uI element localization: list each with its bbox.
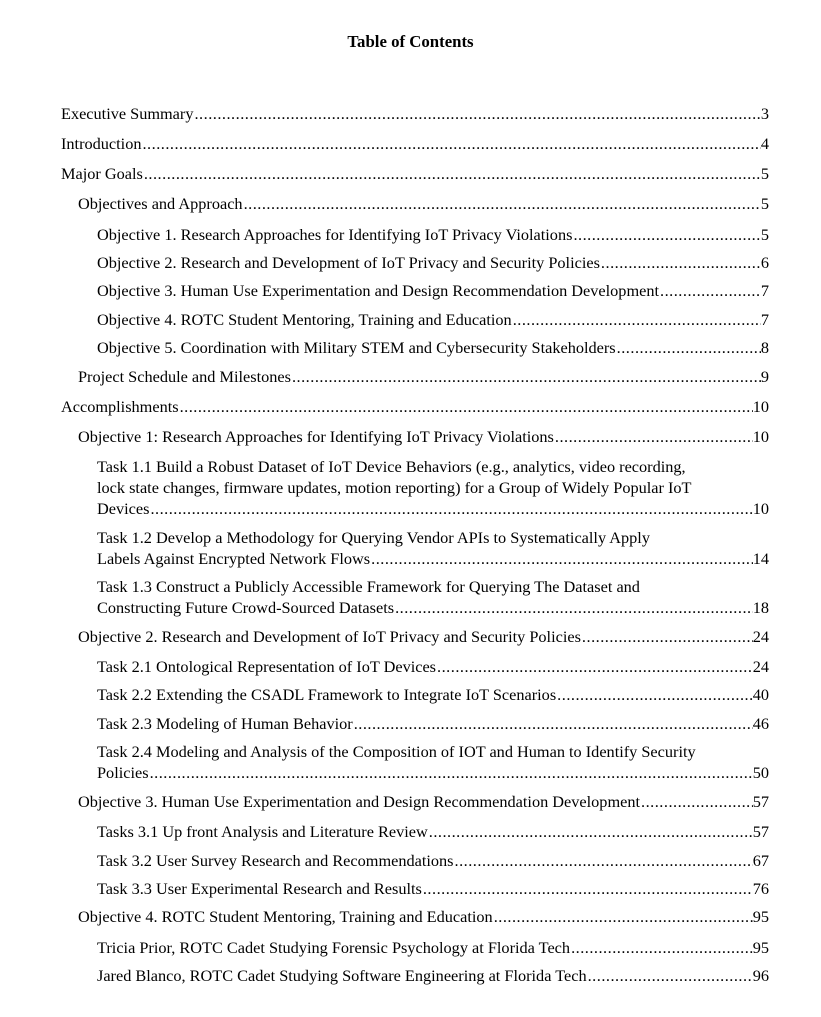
toc-page-number: 7 [760,281,769,300]
toc-page-number: 67 [752,851,769,870]
toc-entry[interactable] [78,427,769,448]
toc-page-number: 5 [760,164,769,183]
toc-entry-title: Objective 1: Research Approaches for Identifying IoT Privacy Violations [78,427,554,446]
toc-page-number: 7 [760,310,769,329]
toc-entry[interactable] [78,792,769,813]
toc-entry-title: Task 2.4 Modeling and Analysis of the Composition of IOT and Human to Identify Security [97,742,696,761]
toc-entry-title: Major Goals [61,164,143,183]
toc-entry[interactable] [97,938,769,959]
toc-entry-title: Task 2.2 Extending the CSADL Framework to Integrate IoT Scenarios [97,685,557,704]
toc-entry[interactable] [97,225,769,246]
dot-leader [512,310,761,330]
toc-entry[interactable] [97,851,769,872]
toc-entry-title: Task 2.1 Ontological Representation of IoT Devices [97,657,437,676]
dot-leader [394,598,753,618]
dot-leader [243,194,761,214]
toc-entry-title: Objective 3. Human Use Experimentation and Design Recommendation Development [78,792,641,811]
toc-page-number: 40 [752,685,769,704]
toc-entry[interactable] [78,194,769,215]
toc-page-number: 96 [752,966,769,985]
toc-entry[interactable] [61,164,769,185]
dot-leader [587,966,753,986]
toc-page-number: 3 [760,104,769,123]
toc-entry[interactable] [97,528,769,570]
toc-page-number: 9 [760,367,769,386]
toc-entry-title: Objective 3. Human Use Experimentation and Design Recommendation Development [97,281,660,300]
toc-entry-title: Labels Against Encrypted Network Flows [97,549,371,568]
toc-entry[interactable] [97,714,769,735]
dot-leader [454,851,753,871]
dot-leader [616,338,761,358]
toc-page-number: 10 [752,397,769,416]
toc-entry-title: Task 1.2 Develop a Methodology for Querying Vendor APIs to Systematically Apply [97,528,650,547]
toc-page-number: 10 [752,499,769,518]
dot-leader [143,164,761,184]
toc-entry[interactable] [97,253,769,274]
toc-page-number: 8 [760,338,769,357]
dot-leader [422,879,753,899]
dot-leader [141,134,760,154]
toc-entry-title: Project Schedule and Milestones [78,367,291,386]
toc-page-number: 24 [752,657,769,676]
dot-leader [428,822,753,842]
toc-entry-title: Task 2.3 Modeling of Human Behavior [97,714,353,733]
toc-entry-title: Introduction [61,134,142,153]
toc-entry[interactable] [97,657,769,678]
toc-entry[interactable] [61,134,769,155]
toc-entry-title: Objective 4. ROTC Student Mentoring, Training and Education [78,907,493,926]
toc-entry-title: Tricia Prior, ROTC Cadet Studying Forensic Psychology at Florida Tech [97,938,571,957]
toc-page-number: 18 [752,598,769,617]
toc-entry-title: Policies [97,763,149,782]
toc-entry[interactable] [97,310,769,331]
toc-entry-title: Constructing Future Crowd-Sourced Datasets [97,598,395,617]
toc-page-number: 76 [752,879,769,898]
toc-entry-title: Task 3.2 User Survey Research and Recommendations [97,851,454,870]
toc-entry-title: Devices [97,499,150,518]
toc-entry[interactable] [97,822,769,843]
toc-entry-title: Task 3.3 User Experimental Research and Results [97,879,422,898]
dot-leader [572,225,760,245]
toc-entry-title: Objective 1. Research Approaches for Identifying IoT Privacy Violations [97,225,573,244]
toc-page-number: 57 [752,822,769,841]
toc-entry[interactable] [78,907,769,928]
toc-entry-title: Task 1.1 Build a Robust Dataset of IoT Device Behaviors (e.g., analytics, video recording, [97,457,686,476]
dot-leader [581,627,753,647]
dot-leader [193,104,760,124]
toc-page-number: 24 [752,627,769,646]
dot-leader [436,657,753,677]
toc-entry[interactable] [78,367,769,388]
toc-entry-title: Accomplishments [61,397,179,416]
dot-leader [149,499,752,519]
toc-entry-title: Tasks 3.1 Up front Analysis and Literature Review [97,822,428,841]
dot-leader [353,714,753,734]
toc-entry[interactable] [61,104,769,125]
dot-leader [554,427,753,447]
dot-leader [179,397,753,417]
dot-leader [640,792,753,812]
dot-leader [291,367,761,387]
dot-leader [493,907,753,927]
toc-entry-title: lock state changes, firmware updates, motion reporting) for a Group of Widely Popular IoT [97,478,692,497]
toc-entry[interactable] [97,966,769,987]
toc-page-number: 46 [752,714,769,733]
dot-leader [600,253,761,273]
dot-leader [556,685,753,705]
dot-leader [570,938,753,958]
toc-page-number: 57 [752,792,769,811]
toc-page-number: 95 [752,938,769,957]
toc-entry[interactable] [97,281,769,302]
toc-entry-title: Objectives and Approach [78,194,243,213]
toc-entry-title: Jared Blanco, ROTC Cadet Studying Software Engineering at Florida Tech [97,966,587,985]
toc-entry[interactable] [61,397,769,418]
dot-leader [149,763,753,783]
dot-leader [370,549,753,569]
page-title: Table of Contents [347,32,474,51]
toc-entry[interactable] [97,879,769,900]
toc-entry-title: Objective 5. Coordination with Military STEM and Cybersecurity Stakeholders [97,338,616,357]
toc-page-number: 6 [760,253,769,272]
toc-page-number: 95 [752,907,769,926]
toc-page-number: 10 [752,427,769,446]
dot-leader [659,281,761,301]
toc-page-number: 5 [760,225,769,244]
toc-page-number: 4 [760,134,769,153]
toc-entry-title: Executive Summary [61,104,194,123]
toc-entry-title: Objective 2. Research and Development of IoT Privacy and Security Policies [97,253,600,272]
toc-page-number: 5 [760,194,769,213]
toc-entry[interactable] [97,685,769,706]
toc-entry[interactable] [97,338,769,359]
toc-entry[interactable] [97,577,769,619]
toc-entry[interactable] [78,627,769,648]
toc-entry-title: Task 1.3 Construct a Publicly Accessible Framework for Querying The Dataset and [97,577,640,596]
toc-entry-title: Objective 4. ROTC Student Mentoring, Training and Education [97,310,512,329]
toc-page-number: 14 [752,549,769,568]
toc-entry[interactable] [97,742,769,784]
toc-page-number: 50 [752,763,769,782]
toc-entry-title: Objective 2. Research and Development of IoT Privacy and Security Policies [78,627,581,646]
toc-entry[interactable] [97,457,769,520]
